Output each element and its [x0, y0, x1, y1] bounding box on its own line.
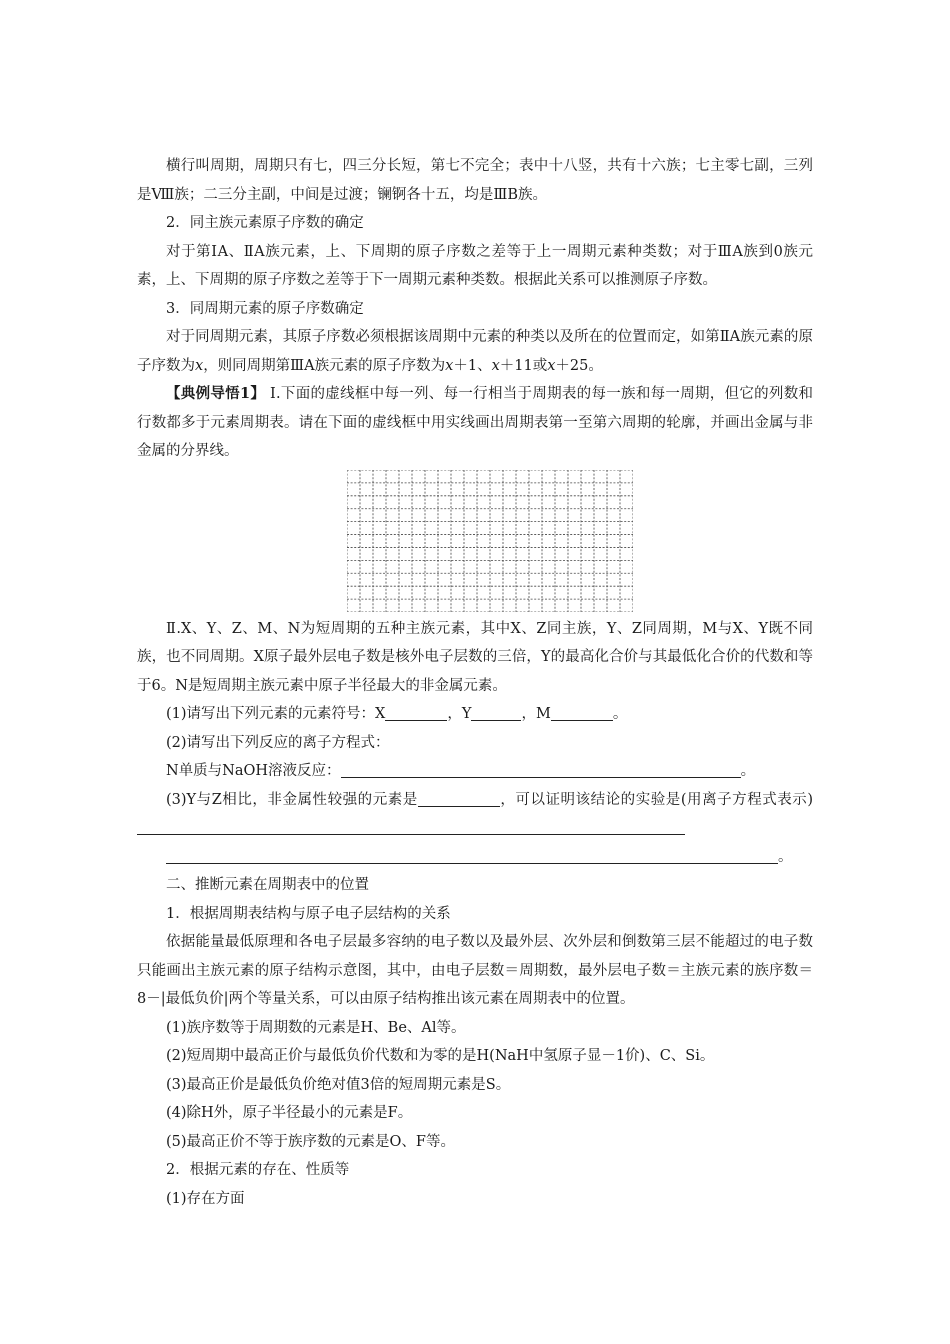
answer-blank-element[interactable]	[418, 789, 500, 807]
text-run: 对于同周期元素，其原子序数必须根据该周期中元素的种类以及所在的位置而定，如第ⅡA族元素的原子序数为	[137, 329, 813, 374]
list-item-1: (1)族序数等于周期数的元素是H、Be、Al等。	[166, 1019, 466, 1036]
answer-blank-m[interactable]	[551, 703, 613, 721]
text-run: (1)请写出下列元素的元素符号：X	[166, 706, 386, 722]
same-period-paragraph	[137, 323, 813, 380]
text-run: 。	[612, 706, 628, 722]
heading-same-group: 2．同主族元素原子序数的确定	[166, 215, 364, 231]
text-run: ，可以证明该结论的实验是(用离子方程式表示)	[499, 791, 814, 808]
question-2-line	[137, 757, 813, 786]
text-run: ，则同周期第ⅢA族元素的原子序数为	[203, 357, 446, 374]
variable-x: x	[445, 357, 454, 374]
question-3	[137, 786, 813, 843]
variable-x: x	[491, 357, 500, 374]
text-run: (3)Y与Z相比，非金属性较强的元素是	[166, 791, 418, 808]
text-run: ，M	[521, 706, 551, 722]
text-run: ＋25。	[555, 357, 603, 374]
text-run: ＋11或	[499, 357, 548, 374]
question-2: (2)请写出下列反应的离子方程式：	[166, 734, 390, 751]
example-text: Ⅰ.下面的虚线框中每一列、每一行相当于周期表的每一族和每一周期，但它的列数和行数都多于元素周期表。请在下面的虚线框中用实线画出周期表第一至第六周期的轮廓，并画出金属与非金属的分界线。	[137, 386, 813, 459]
answer-blank-x[interactable]	[385, 703, 447, 721]
answer-blank-experiment-2[interactable]	[166, 846, 778, 864]
list-item-5: (5)最高正价不等于族序数的元素是O、F等。	[166, 1133, 455, 1150]
list-item-3: (3)最高正价是最低负价绝对值3倍的短周期元素是S。	[166, 1076, 511, 1093]
list-item-2: (2)短周期中最高正价与最低负价代数和为零的是H(NaH中氢原子显－1价)、C、Si。	[166, 1048, 715, 1064]
answer-blank-equation[interactable]	[341, 760, 741, 778]
variable-x: x	[547, 357, 556, 374]
text-run: ，Y	[447, 706, 472, 722]
answer-blank-experiment-1[interactable]	[137, 817, 685, 835]
heading-same-period: 3．同周期元素的原子序数确定	[166, 300, 364, 317]
example-paragraph	[137, 380, 813, 466]
section-2-2-1: (1)存在方面	[166, 1190, 245, 1207]
part2-paragraph: Ⅱ.X、Y、Z、M、N为短周期的五种主族元素，其中X、Z同主族，Y、Z同周期，M与X、Y既不同族，也不同周期。X原子最外层电子数是核外电子层数的三倍，Y的最高化合价与其最低化合价的代数和等于6。N是短周期主族元素中原子半径最大的非金属元素。	[137, 620, 813, 694]
mnemonic-paragraph: 横行叫周期，周期只有七，四三分长短，第七不完全；表中十八竖，共有十六族；七主零七副，三列是Ⅷ族；二三分主副，中间是过渡；镧锕各十五，均是ⅢB族。	[137, 158, 813, 203]
list-item-4: (4)除H外，原子半径最小的元素是F。	[166, 1105, 413, 1121]
question-1	[137, 700, 813, 729]
question-3-line2	[137, 843, 813, 872]
same-group-paragraph: 对于第ⅠA、ⅡA族元素，上、下周期的原子序数之差等于上一周期元素种类数；对于ⅢA族到0族元素，上、下周期的原子序数之差等于下一周期元素种类数。根据此关系可以推测原子序数。	[137, 243, 813, 288]
text-run: ＋1、	[453, 357, 492, 374]
text-run: N单质与NaOH溶液反应：	[166, 763, 341, 779]
dashed-grid-container	[137, 470, 813, 615]
document-body	[137, 152, 813, 1213]
text-run: 。	[778, 848, 793, 865]
section-2-1-paragraph: 依据能量最低原理和各电子层最多容纳的电子数以及最外层、次外层和倒数第三层不能超过的电子数只能画出主族元素的原子结构示意图，其中，由电子层数＝周期数，最外层电子数＝主族元素的族序数＝8－|最低负价|两个等量关系，可以由原子结构推出该元素在周期表中的位置。	[137, 934, 813, 1007]
dashed-grid[interactable]	[347, 470, 633, 612]
example-label: 【典例导悟1】	[166, 385, 266, 402]
text-run: 。	[740, 763, 756, 779]
section-2-heading: 二、推断元素在周期表中的位置	[166, 877, 369, 893]
section-2-1-heading: 1．根据周期表结构与原子电子层结构的关系	[166, 905, 451, 922]
answer-blank-y[interactable]	[471, 703, 521, 721]
section-2-2-heading: 2．根据元素的存在、性质等	[166, 1162, 350, 1178]
variable-x: x	[195, 357, 204, 374]
